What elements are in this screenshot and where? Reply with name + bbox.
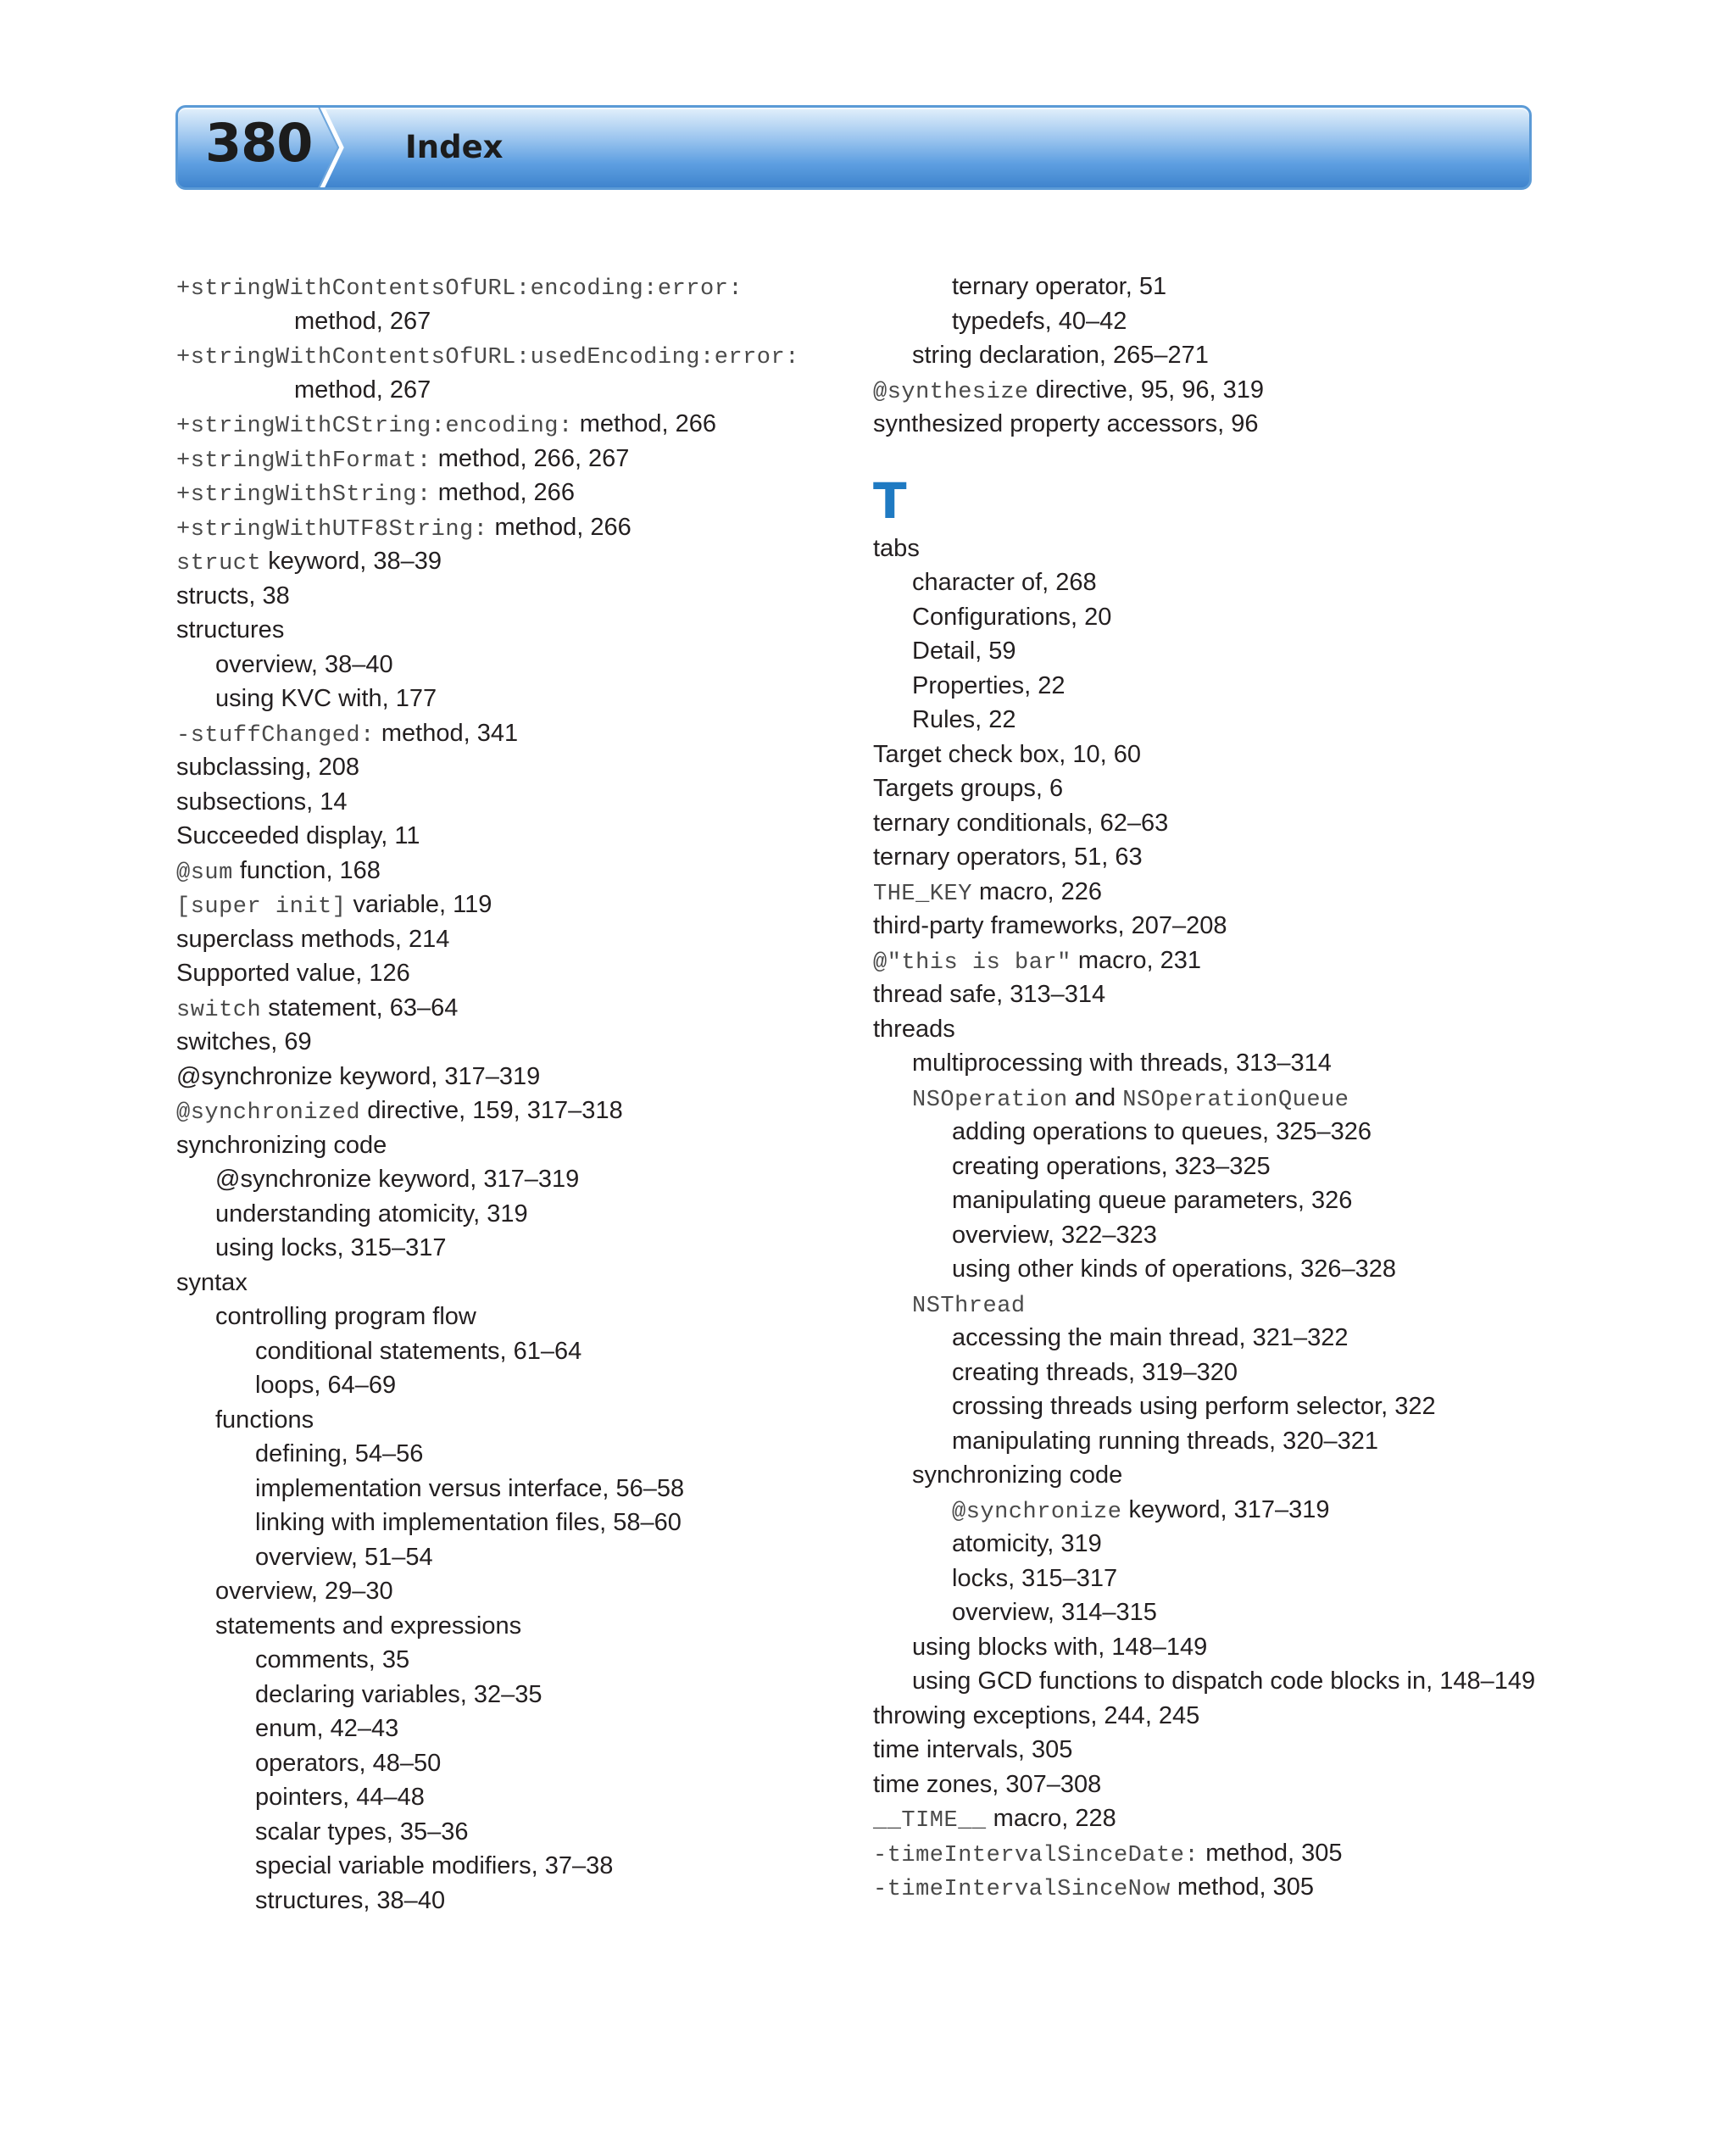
- index-entry: [176, 338, 846, 373]
- code-term: [super init]: [176, 894, 347, 920]
- index-entry: [176, 476, 846, 510]
- entry-text: special variable modifiers, 37–38: [255, 1852, 614, 1879]
- code-term: @synchronized: [176, 1100, 361, 1126]
- index-entry: [873, 1356, 1543, 1390]
- entry-text: throwing exceptions, 244, 245: [873, 1701, 1200, 1729]
- entry-text: using other kinds of operations, 326–328: [952, 1255, 1396, 1283]
- index-entry: [176, 1368, 846, 1403]
- index-entry: [873, 1527, 1543, 1562]
- index-entry: [873, 532, 1543, 566]
- entry-text: string declaration, 265–271: [912, 342, 1209, 369]
- index-entry: [873, 1801, 1543, 1836]
- index-entry: [176, 922, 846, 957]
- index-entry: [873, 1768, 1543, 1802]
- index-entry: [176, 304, 846, 339]
- code-term: switch: [176, 997, 262, 1023]
- entry-text: ternary operator, 51: [952, 273, 1167, 300]
- code-term: __TIME__: [873, 1808, 987, 1834]
- index-entry: [176, 1609, 846, 1644]
- index-entry: [176, 1266, 846, 1300]
- code-term: +stringWithUTF8String:: [176, 516, 488, 543]
- index-entry: [176, 1643, 846, 1678]
- code-term: @synthesize: [873, 379, 1029, 405]
- index-entry: [873, 270, 1543, 304]
- entry-text: time intervals, 305: [873, 1736, 1073, 1763]
- index-entry: [176, 1334, 846, 1369]
- entry-text: creating threads, 319–320: [952, 1358, 1238, 1386]
- entry-text: understanding atomicity, 319: [215, 1200, 528, 1228]
- index-entry: [176, 1849, 846, 1884]
- index-entry: [176, 1506, 846, 1540]
- entry-text: variable, 119: [346, 891, 492, 918]
- entry-text: overview, 29–30: [215, 1578, 393, 1605]
- entry-text: using locks, 315–317: [215, 1234, 447, 1261]
- entry-text: @synchronize keyword, 317–319: [176, 1062, 541, 1090]
- entry-text: manipulating queue parameters, 326: [952, 1187, 1353, 1214]
- entry-text: method, 305: [1199, 1839, 1343, 1867]
- section-title: Index: [405, 129, 504, 165]
- entry-text: adding operations to queues, 325–326: [952, 1118, 1372, 1145]
- entry-text: method, 266: [572, 410, 716, 437]
- code-term: +stringWithFormat:: [176, 448, 431, 474]
- index-entry: [176, 544, 846, 579]
- index-entry: [873, 1424, 1543, 1459]
- entry-text: overview, 38–40: [215, 650, 393, 678]
- index-entry: [176, 1300, 846, 1334]
- index-entry: [176, 1437, 846, 1472]
- entry-text: overview, 314–315: [952, 1599, 1157, 1626]
- index-entry: [873, 373, 1543, 408]
- entry-text: statements and expressions: [215, 1612, 522, 1640]
- entry-text: Configurations, 20: [912, 603, 1112, 631]
- index-entries-t: [873, 532, 1543, 1905]
- index-entry: [873, 944, 1543, 978]
- code-term: NSThread: [912, 1293, 1026, 1319]
- index-entry: [873, 875, 1543, 910]
- entry-text: synchronizing code: [176, 1131, 387, 1159]
- index-entry: [873, 600, 1543, 635]
- code-term: +stringWithCString:encoding:: [176, 414, 573, 439]
- index-entry: [176, 1712, 846, 1746]
- entry-text: synchronizing code: [912, 1461, 1123, 1489]
- index-entry: [873, 703, 1543, 738]
- index-entry: [873, 771, 1543, 806]
- page-header-bar: [175, 105, 1532, 190]
- index-entry: [176, 1884, 846, 1918]
- index-entry: [176, 785, 846, 820]
- index-entry: [873, 1150, 1543, 1184]
- index-entry: [176, 1678, 846, 1712]
- index-entry: [176, 716, 846, 751]
- entry-text: @synchronize keyword, 317–319: [215, 1166, 580, 1193]
- entry-text: subsections, 14: [176, 788, 348, 816]
- index-entry: [873, 1321, 1543, 1356]
- index-entry: [176, 1403, 846, 1438]
- index-entry: [176, 1162, 846, 1197]
- entry-text: structs, 38: [176, 582, 290, 610]
- entry-text: functions: [215, 1406, 314, 1434]
- entry-text: scalar types, 35–36: [255, 1818, 469, 1846]
- index-entry: [176, 579, 846, 614]
- entry-text: keyword, 317–319: [1121, 1495, 1330, 1523]
- entry-text: directive, 95, 96, 319: [1028, 376, 1265, 404]
- index-entry: [176, 854, 846, 888]
- index-entry: [873, 1664, 1543, 1699]
- index-entry: [176, 819, 846, 854]
- entry-text: using blocks with, 148–149: [912, 1633, 1208, 1661]
- index-entry: [873, 304, 1543, 339]
- entry-text: switches, 69: [176, 1028, 312, 1055]
- entry-text: defining, 54–56: [255, 1440, 424, 1467]
- entry-text: method, 266, 267: [431, 444, 630, 472]
- entry-text: implementation versus interface, 56–58: [255, 1474, 685, 1502]
- index-entry: [873, 634, 1543, 669]
- index-entry: [176, 270, 846, 304]
- entry-text: overview, 51–54: [255, 1543, 433, 1571]
- index-entry: [873, 407, 1543, 442]
- entry-text: ternary conditionals, 62–63: [873, 809, 1169, 837]
- code-term: THE_KEY: [873, 881, 972, 907]
- entry-text: function, 168: [232, 856, 381, 884]
- entry-text: keyword, 38–39: [261, 548, 442, 575]
- entry-text: ternary operators, 51, 63: [873, 843, 1143, 871]
- index-entry: [873, 1836, 1543, 1871]
- entry-text: Detail, 59: [912, 637, 1016, 665]
- index-entry: [873, 1870, 1543, 1905]
- index-entries-s-continued: [873, 270, 1543, 442]
- entry-text: accessing the main thread, 321–322: [952, 1324, 1349, 1351]
- entry-text: character of, 268: [912, 569, 1097, 596]
- entry-text: and: [1067, 1083, 1123, 1111]
- entry-text: Succeeded display, 11: [176, 822, 420, 849]
- code-term: +stringWithContentsOfURL:usedEncoding:error:: [176, 345, 799, 370]
- entry-text: syntax: [176, 1268, 248, 1296]
- index-entry: [176, 956, 846, 991]
- entry-text: operators, 48–50: [255, 1749, 442, 1777]
- code-term: NSOperationQueue: [1122, 1087, 1349, 1113]
- entry-text: subclassing, 208: [176, 754, 360, 781]
- index-entry: [176, 1060, 846, 1094]
- entry-text: tabs: [873, 534, 920, 562]
- index-entry: [176, 682, 846, 716]
- entry-text: directive, 159, 317–318: [360, 1097, 623, 1124]
- code-term: @synchronize: [952, 1499, 1122, 1525]
- index-entry: [873, 1081, 1543, 1116]
- entry-text: manipulating running threads, 320–321: [952, 1427, 1379, 1455]
- index-entry: [873, 1252, 1543, 1287]
- code-term: -stuffChanged:: [176, 722, 375, 749]
- index-entry: [176, 888, 846, 922]
- index-entry: [873, 1562, 1543, 1596]
- index-entry: [176, 1574, 846, 1609]
- entry-text: multiprocessing with threads, 313–314: [912, 1049, 1332, 1077]
- entry-text: third-party frameworks, 207–208: [873, 912, 1227, 939]
- index-entry: [873, 1218, 1543, 1253]
- entry-text: structures, 38–40: [255, 1886, 446, 1914]
- index-entry: [873, 1493, 1543, 1528]
- entry-text: time zones, 307–308: [873, 1770, 1102, 1798]
- index-entry: [176, 442, 846, 476]
- index-entry: [873, 909, 1543, 944]
- entry-text: method, 266: [431, 479, 575, 506]
- index-entry: [176, 991, 846, 1026]
- entry-text: crossing threads using perform selector, 322: [952, 1393, 1436, 1420]
- index-entry: [873, 1595, 1543, 1630]
- letter-heading: T: [873, 471, 907, 530]
- entry-text: creating operations, 323–325: [952, 1152, 1271, 1180]
- entry-text: declaring variables, 32–35: [255, 1680, 542, 1708]
- index-entry: [176, 1746, 846, 1781]
- index-entry: [873, 1012, 1543, 1047]
- entry-text: Supported value, 126: [176, 960, 410, 987]
- entry-text: method, 267: [294, 376, 431, 404]
- index-entry: [176, 1128, 846, 1163]
- code-term: struct: [176, 551, 262, 576]
- entry-text: enum, 42–43: [255, 1715, 399, 1742]
- index-entry: [176, 613, 846, 648]
- entry-text: synthesized property accessors, 96: [873, 410, 1259, 437]
- index-entry: [873, 1046, 1543, 1081]
- code-term: -timeIntervalSinceDate:: [873, 1842, 1199, 1868]
- entry-text: structures: [176, 616, 285, 643]
- index-entry: [176, 648, 846, 682]
- index-entry: [176, 750, 846, 785]
- code-term: @"this is bar": [873, 949, 1071, 976]
- index-entry: [176, 1025, 846, 1060]
- index-column-right: [873, 270, 1543, 1905]
- entry-text: threads: [873, 1015, 955, 1043]
- index-entry: [176, 1815, 846, 1850]
- entry-text: method, 266: [487, 513, 632, 541]
- index-entry: [873, 1115, 1543, 1150]
- entry-text: conditional statements, 61–64: [255, 1337, 582, 1365]
- index-entry: [176, 1540, 846, 1575]
- entry-text: loops, 64–69: [255, 1372, 397, 1399]
- index-entry: [873, 1733, 1543, 1768]
- entry-text: linking with implementation files, 58–60: [255, 1509, 682, 1536]
- index-entry: [176, 1197, 846, 1232]
- entry-text: method, 305: [1170, 1873, 1315, 1901]
- entry-text: macro, 231: [1071, 946, 1201, 974]
- entry-text: Rules, 22: [912, 706, 1016, 733]
- entry-text: atomicity, 319: [952, 1530, 1102, 1557]
- chevron-right-icon: [316, 105, 350, 190]
- index-entry: [873, 1183, 1543, 1218]
- entry-text: using KVC with, 177: [215, 685, 437, 712]
- entry-text: Properties, 22: [912, 671, 1066, 699]
- index-entry: [873, 1287, 1543, 1322]
- code-term: @sum: [176, 860, 233, 886]
- entry-text: overview, 322–323: [952, 1221, 1157, 1249]
- entry-text: macro, 226: [971, 877, 1103, 905]
- index-entry: [176, 1472, 846, 1506]
- entry-text: macro, 228: [986, 1805, 1116, 1832]
- code-term: -timeIntervalSinceNow: [873, 1877, 1171, 1902]
- index-entry: [873, 806, 1543, 841]
- index-entry: [873, 738, 1543, 772]
- entry-text: using GCD functions to dispatch code blocks in, 148–149: [912, 1667, 1536, 1695]
- entry-text: typedefs, 40–42: [952, 307, 1127, 335]
- index-entry: [873, 338, 1543, 373]
- entry-text: thread safe, 313–314: [873, 981, 1106, 1008]
- index-column-left: [176, 270, 846, 1918]
- entry-text: method, 267: [294, 307, 431, 335]
- entry-text: Targets groups, 6: [873, 775, 1064, 802]
- entry-text: pointers, 44–48: [255, 1784, 425, 1811]
- index-entry: [873, 977, 1543, 1012]
- index-entry: [176, 1231, 846, 1266]
- page-number: 380: [205, 112, 313, 174]
- entry-text: comments, 35: [255, 1646, 410, 1673]
- index-entry: [176, 510, 846, 545]
- code-term: +stringWithString:: [176, 482, 431, 508]
- index-entry: [873, 1630, 1543, 1665]
- index-entry: [873, 565, 1543, 600]
- entry-text: method, 341: [374, 719, 519, 747]
- entry-text: Target check box, 10, 60: [873, 740, 1141, 768]
- index-entry: [176, 1780, 846, 1815]
- index-entry: [873, 669, 1543, 704]
- index-entry: [873, 1389, 1543, 1424]
- index-entry: [873, 1699, 1543, 1734]
- code-term: NSOperation: [912, 1087, 1068, 1113]
- index-entry: [873, 840, 1543, 875]
- entry-text: superclass methods, 214: [176, 925, 450, 953]
- entry-text: statement, 63–64: [261, 994, 459, 1022]
- entry-text: controlling program flow: [215, 1303, 476, 1330]
- index-entry: [873, 1458, 1543, 1493]
- entry-text: locks, 315–317: [952, 1564, 1118, 1592]
- index-entry: [176, 407, 846, 442]
- code-term: +stringWithContentsOfURL:encoding:error:: [176, 276, 743, 302]
- index-entry: [176, 373, 846, 408]
- index-entry: [176, 1094, 846, 1128]
